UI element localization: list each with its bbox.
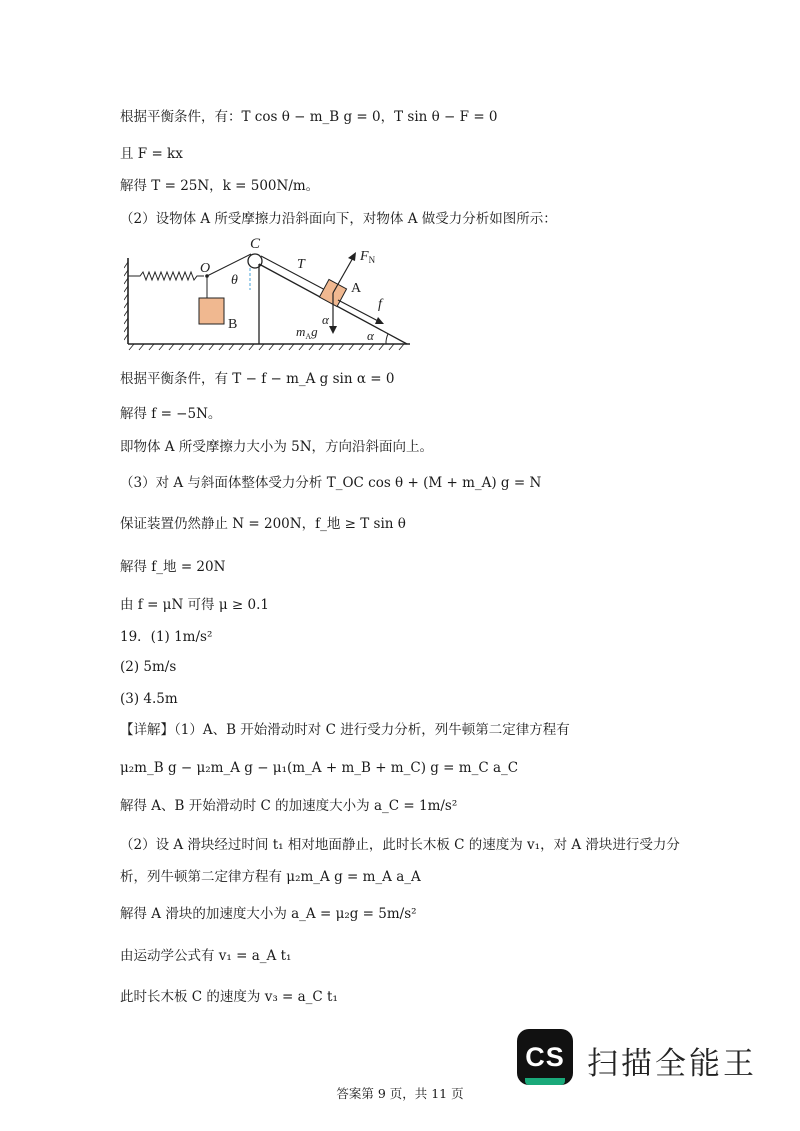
equilibrium-line-a: 根据平衡条件，有 T − f − m_A g sin α = 0 (120, 371, 395, 387)
friction-conclusion-line: 即物体 A 所受摩擦力大小为 5N，方向沿斜面向上。 (120, 439, 434, 455)
camscanner-logo-text: CS (525, 1042, 565, 1072)
detail-part-1-line: 【详解】（1）A、B 开始滑动时对 C 进行受力分析，列牛顿第二定律方程有 (120, 722, 570, 738)
friction-result-line: 解得 f = −5N。 (120, 406, 222, 422)
gravity-arrowhead (329, 326, 337, 334)
pulley-c (248, 254, 262, 268)
ground-hatching (129, 344, 404, 350)
detail-part-2-line: （2）设 A 滑块经过时间 t₁ 相对地面静止，此时长木板 C 的速度为 v₁，对 A 滑块进行受力分 (120, 837, 680, 853)
q19-answer-2: (2) 5m/s (120, 659, 177, 675)
normal-force-arrowhead (348, 252, 356, 261)
force-diagram (124, 236, 414, 354)
ground-friction-result-line: 解得 f_地 = 20N (120, 559, 226, 575)
result-line-tension: 解得 T = 25N，k = 500N/m。 (120, 178, 320, 194)
string-oc (207, 254, 251, 276)
label-f: f (378, 297, 382, 312)
static-condition-line: 保证装置仍然静止 N = 200N，f_地 ≥ T sin θ (120, 516, 406, 532)
q19-answer-1: 19．(1) 1m/s² (120, 629, 213, 645)
spring-force-line: 且 F = kx (120, 146, 183, 162)
spring (128, 272, 204, 280)
block-b (199, 298, 224, 324)
label-theta: θ (231, 273, 238, 288)
equilibrium-equation-line: 根据平衡条件，有：T cos θ − m_B g = 0，T sin θ − F = 0 (120, 109, 498, 125)
label-o: O (200, 261, 211, 276)
part-2-intro-line: （2）设物体 A 所受摩擦力沿斜面向下，对物体 A 做受力分析如图所示： (120, 211, 557, 227)
acceleration-c-line: 解得 A、B 开始滑动时 C 的加速度大小为 a_C = 1m/s² (120, 798, 458, 814)
acceleration-a-line: 解得 A 滑块的加速度大小为 a_A = μ₂g = 5m/s² (120, 906, 417, 922)
mu-result-line: 由 f = μN 可得 μ ≥ 0.1 (120, 597, 269, 613)
label-t: T (297, 257, 305, 272)
label-b: B (228, 317, 238, 332)
kinematics-line: 由运动学公式有 v₁ = a_A t₁ (120, 948, 292, 964)
label-mag: $m_Ag$ (296, 324, 318, 341)
page-footer: 答案第 9 页，共 11 页 (336, 1086, 464, 1101)
part-3-line: （3）对 A 与斜面体整体受力分析 T_OC cos θ + (M + m_A) g = N (120, 475, 542, 491)
base-angle-arc (386, 334, 388, 344)
label-alpha-base: α (367, 328, 374, 343)
label-fn: $F_N$ (360, 249, 376, 265)
newton-equation-c-line: μ₂m_B g − μ₂m_A g − μ₁(m_A + m_B + m_C) g = m_C a_C (120, 760, 519, 776)
detail-part-2-continued: 析，列牛顿第二定律方程有 μ₂m_A g = m_A a_A (120, 869, 421, 885)
string-ca (261, 256, 329, 292)
label-alpha-block: α (322, 312, 329, 327)
camscanner-brand-text: 扫描全能王 (587, 1046, 757, 1082)
label-a: A (351, 281, 362, 296)
board-velocity-line: 此时长木板 C 的速度为 v₃ = a_C t₁ (120, 989, 338, 1005)
q19-answer-3: (3) 4.5m (120, 691, 178, 707)
camscanner-logo (517, 1029, 573, 1085)
label-c: C (250, 236, 261, 252)
